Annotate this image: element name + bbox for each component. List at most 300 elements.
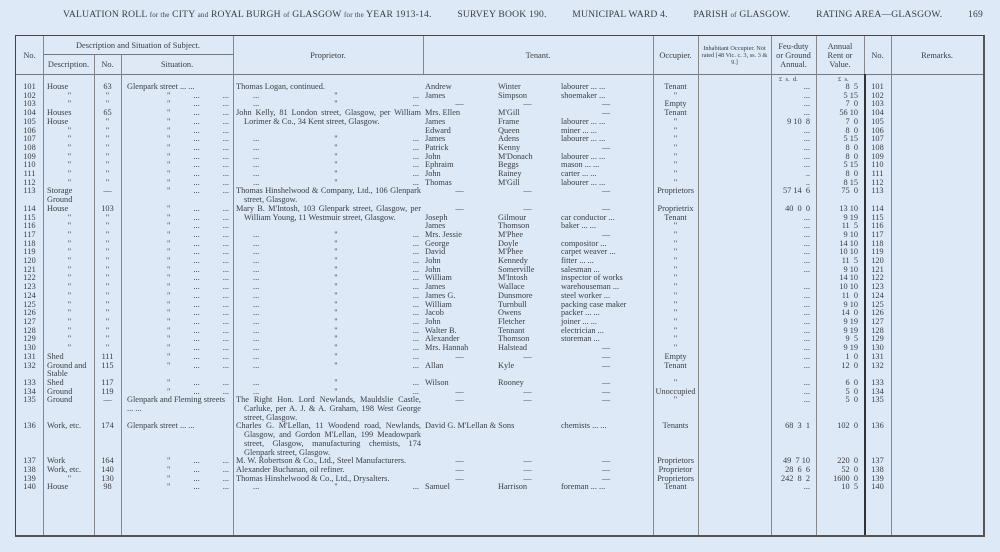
feu-duty: ... — [803, 125, 810, 135]
inhabitant-occupier — [698, 335, 771, 344]
description: " — [67, 343, 72, 353]
col-inhabitant: Inhabitant Occupier. Not rated [48 Vic. c. 3, ss. 3 & 9.] — [701, 44, 768, 66]
tenant-first-name: — — [455, 351, 464, 361]
feu-duty: 28 6 6 — [785, 464, 810, 474]
description: Ground and Stable — [47, 360, 87, 379]
occupier: Proprietrix — [657, 203, 694, 213]
street-number: — — [103, 186, 112, 196]
description: House — [47, 203, 69, 213]
row-number-right: 130 — [871, 343, 884, 353]
tenant-first-name: George — [425, 238, 450, 248]
feu-duty: ... — [803, 82, 810, 91]
annual-rent: 8 5 — [845, 82, 858, 91]
tenant-occupation: baker ... ... — [561, 221, 597, 231]
situation: " ... ... — [167, 264, 229, 274]
proprietor — [233, 118, 423, 127]
row-number-right: 102 — [871, 90, 884, 100]
proprietor: ... " ... — [253, 316, 419, 326]
inhabitant-occupier — [698, 153, 771, 162]
remarks — [891, 457, 983, 466]
row-number: 114 — [23, 203, 36, 213]
tenant-surname: — — [523, 351, 532, 361]
street-number: " — [105, 125, 110, 135]
street-number: 117 — [101, 377, 114, 387]
tenant-surname: Beggs — [498, 160, 519, 170]
tenant-surname: Adens — [498, 134, 520, 144]
occupier: Tenant — [664, 212, 687, 222]
proprietor: ... " ... — [253, 169, 419, 179]
proprietor: ... " ... — [253, 229, 419, 239]
description: Shed — [47, 351, 64, 361]
annual-rent: 1 0 — [845, 351, 858, 361]
street-number: " — [105, 151, 110, 161]
situation: " ... ... — [167, 142, 229, 152]
proprietor: ... " ... — [253, 351, 419, 361]
proprietor — [233, 108, 423, 126]
tenant-surname: Simpson — [498, 90, 528, 100]
remarks — [891, 266, 983, 275]
proprietor: Thomas Logan, continued. — [236, 82, 325, 91]
row-number: 128 — [23, 325, 36, 335]
inhabitant-occupier — [698, 274, 771, 283]
occupier: " — [673, 273, 678, 283]
tenant-first-name: David G. M'Lellan & Sons — [425, 421, 515, 431]
col-number: No. — [101, 60, 114, 69]
tenant-surname: — — [523, 473, 532, 483]
annual-rent: 75 0 — [841, 186, 858, 196]
situation: " ... ... — [167, 299, 229, 309]
tenant-first-name: John — [425, 151, 441, 161]
situation: " ... ... — [167, 221, 229, 231]
tenant-surname: Halstead — [498, 343, 528, 353]
street-number: 111 — [101, 351, 114, 361]
proprietor: ... " ... — [253, 134, 419, 144]
rule — [864, 36, 865, 74]
occupier: Proprietor — [658, 464, 693, 474]
occupier: " — [673, 177, 678, 187]
occupier: " — [673, 238, 678, 248]
remarks — [891, 466, 983, 475]
tenant-occupation: joiner ... ... — [561, 316, 597, 326]
proprietor: ... " ... — [253, 90, 419, 100]
proprietor: ... " ... — [253, 282, 419, 292]
row-number-right: 135 — [871, 395, 884, 405]
description: Shed — [47, 377, 64, 387]
annual-rent: 9 19 — [843, 316, 858, 326]
remarks — [891, 248, 983, 257]
feu-duty: ... — [803, 264, 810, 274]
tenant-first-name: William — [425, 273, 452, 283]
row-number: 139 — [23, 473, 36, 483]
feu-duty: 9 10 8 — [787, 116, 810, 126]
tenant-surname: — — [523, 386, 532, 396]
street-number: " — [105, 221, 110, 231]
street-number: " — [105, 142, 110, 152]
tenant-first-name: — — [455, 456, 464, 466]
tenant-first-name: Joseph — [425, 212, 448, 222]
inhabitant-occupier — [698, 388, 771, 397]
proprietor: The Right Hon. Lord Newlands, Mauldslie Castle, Carluke, per A. J. & A. Graham, 198 West George street, Glasgow. — [236, 395, 421, 422]
occupier: Empty — [664, 99, 687, 109]
table-row — [16, 457, 983, 466]
street-number: " — [105, 299, 110, 309]
row-number: 121 — [23, 264, 36, 274]
remarks — [891, 309, 983, 318]
feu-duty: ... — [803, 160, 810, 170]
col-tenant: Tenant. — [525, 50, 551, 60]
situation: " ... ... — [167, 316, 229, 326]
feu-duty: .. — [805, 177, 810, 187]
occupier: " — [673, 160, 678, 170]
tenant-surname: — — [523, 456, 532, 466]
tenant-first-name: — — [455, 203, 464, 213]
tenant-occupation: — — [601, 142, 611, 152]
table-row — [16, 379, 983, 388]
row-number-right: 111 — [871, 169, 884, 179]
remarks — [891, 379, 983, 388]
situation: " ... ... — [167, 308, 229, 318]
street-number: " — [105, 282, 110, 292]
description: " — [67, 238, 72, 248]
tenant-first-name: Thomas — [425, 177, 452, 187]
description: " — [67, 212, 72, 222]
rent-units: £ s. — [838, 76, 849, 83]
annual-rent: 5 15 — [843, 134, 858, 144]
tenant-first-name: Jacob — [425, 308, 444, 318]
proprietor — [233, 214, 423, 223]
street-number: 130 — [101, 473, 114, 483]
feu-duty: ... — [803, 377, 810, 387]
proprietor: ... " ... — [253, 264, 419, 274]
proprietor: ... " ... — [253, 360, 419, 370]
row-number-right: 105 — [871, 116, 884, 126]
remarks — [891, 475, 983, 484]
row-number-right: 106 — [871, 125, 884, 135]
description: Ground — [47, 395, 73, 405]
tenant-occupation: miner ... ... — [561, 125, 597, 135]
tenant-first-name: James G. — [425, 290, 456, 300]
tenant-first-name: — — [455, 386, 464, 396]
remarks — [891, 222, 983, 231]
occupier: " — [673, 299, 678, 309]
row-number: 103 — [23, 99, 36, 109]
tenant-surname: Thomson — [498, 221, 530, 231]
proprietor: ... " ... — [253, 273, 419, 283]
inhabitant-occupier — [698, 109, 771, 118]
street-number: 103 — [101, 203, 114, 213]
inhabitant-occupier — [698, 179, 771, 188]
street-number: " — [105, 229, 110, 239]
row-number: 119 — [23, 247, 36, 257]
description: " — [67, 299, 72, 309]
tenant-surname: Fletcher — [498, 316, 526, 326]
tenant-occupation: labourer ... ... — [561, 177, 606, 187]
inhabitant-occupier — [698, 170, 771, 179]
tenant-surname: — — [523, 464, 532, 474]
description: " — [67, 264, 72, 274]
tenant-first-name: James — [425, 221, 446, 231]
inhabitant-occupier — [698, 118, 771, 127]
row-number-right: 112 — [871, 177, 884, 187]
annual-rent: 7 0 — [845, 99, 858, 109]
tenant-surname: M'Gill — [498, 177, 520, 187]
situation: " ... ... — [167, 247, 229, 257]
page-number: 169 — [968, 9, 983, 20]
description: " — [67, 90, 72, 100]
feu-duty: 68 3 1 — [785, 421, 810, 431]
description: " — [67, 290, 72, 300]
row-number: 130 — [23, 343, 36, 353]
proprietor: ... " ... — [253, 256, 419, 266]
situation: " ... ... — [167, 203, 229, 213]
proprietor: M. W. Robertson & Co., Ltd., Steel Manufacturers. — [236, 456, 407, 466]
situation: " ... ... — [167, 377, 229, 387]
description: " — [67, 247, 72, 257]
tenant-surname: Owens — [498, 308, 522, 318]
inhabitant-occupier — [698, 396, 771, 422]
table-header — [16, 36, 983, 75]
feu-duty: ... — [803, 386, 810, 396]
occupier: " — [673, 151, 678, 161]
municipal-ward: MUNICIPAL WARD 4. — [572, 9, 668, 20]
proprietor: ... " ... — [253, 482, 419, 492]
row-number: 118 — [23, 238, 36, 248]
street-number: 174 — [101, 421, 114, 431]
tenant-first-name: Alexander — [425, 334, 460, 344]
tenant-surname: Somerville — [498, 264, 535, 274]
situation: " ... ... — [167, 125, 229, 135]
occupier: " — [673, 264, 678, 274]
situation: " ... ... — [167, 186, 229, 196]
occupier: " — [673, 316, 678, 326]
occupier: " — [673, 142, 678, 152]
feu-duty: 49 7 10 — [783, 456, 810, 466]
street-number: 119 — [101, 386, 114, 396]
feu-duty: ... — [803, 247, 810, 257]
tenant-occupation: inspector of works — [561, 273, 623, 283]
feu-duty: ... — [803, 134, 810, 144]
proprietor: ... " ... — [253, 377, 419, 387]
street-number: " — [105, 316, 110, 326]
proprietor: ... " ... — [253, 142, 419, 152]
valuation-table — [15, 35, 985, 537]
tenant-first-name: James — [425, 90, 446, 100]
col-no: No. — [23, 50, 36, 60]
row-number: 132 — [23, 360, 36, 370]
occupier: " — [673, 125, 678, 135]
row-number: 104 — [23, 108, 36, 118]
feu-duty: ... — [803, 325, 810, 335]
description: " — [67, 308, 72, 318]
table-row — [16, 344, 983, 353]
street-number: " — [105, 177, 110, 187]
inhabitant-occupier — [698, 266, 771, 275]
proprietor: ... " ... — [253, 343, 419, 353]
tenant-occupation: labourer ... ... — [561, 151, 606, 161]
proprietor: ... " ... — [253, 99, 419, 109]
remarks — [891, 109, 983, 118]
roll-title: VALUATION ROLL for the CITY and ROYAL BURGH of GLASGOW for the YEAR 1913-14. — [63, 9, 432, 20]
remarks — [891, 257, 983, 266]
row-number: 136 — [23, 421, 36, 431]
tenant-first-name: John — [425, 256, 441, 266]
description: House — [47, 482, 69, 492]
feu-duty: ... — [803, 221, 810, 231]
tenant-occupation: labourer ... ... — [561, 134, 606, 144]
remarks — [891, 170, 983, 179]
situation: " ... ... — [167, 134, 229, 144]
situation: " ... ... — [167, 456, 229, 466]
annual-rent: 8 0 — [845, 169, 858, 179]
tenant-first-name: James — [425, 134, 446, 144]
situation: " ... ... — [167, 108, 229, 118]
annual-rent: 10 5 — [841, 482, 858, 492]
row-number: 112 — [23, 177, 36, 187]
tenant-occupation: steel worker ... — [561, 290, 611, 300]
occupier: " — [673, 247, 678, 257]
row-number-right: 133 — [871, 377, 884, 387]
inhabitant-occupier — [698, 353, 771, 362]
table-body — [16, 83, 983, 492]
remarks — [891, 396, 983, 422]
feu-duty: ... — [803, 308, 810, 318]
row-number-right: 118 — [871, 238, 884, 248]
situation: " ... ... — [167, 290, 229, 300]
tenant-occupation: labourer ... ... — [561, 116, 606, 126]
remarks — [891, 240, 983, 249]
tenant-first-name: Wilson — [425, 377, 449, 387]
situation: " ... ... — [167, 273, 229, 283]
row-number: 126 — [23, 308, 36, 318]
tenant-first-name: David — [425, 247, 446, 257]
occupier: " — [673, 116, 678, 126]
occupier: Empty — [664, 351, 687, 361]
remarks — [891, 118, 983, 127]
annual-rent: 9 19 — [843, 343, 858, 353]
street-number: " — [105, 90, 110, 100]
street-number: " — [105, 169, 110, 179]
situation: " ... ... — [167, 360, 229, 370]
tenant-surname: Gilmour — [498, 212, 527, 222]
col-no2: No. — [871, 50, 884, 60]
row-number: 113 — [23, 186, 36, 196]
tenant-first-name: John — [425, 264, 441, 274]
inhabitant-occupier — [698, 127, 771, 136]
situation: " ... ... — [167, 351, 229, 361]
description: " — [67, 256, 72, 266]
remarks — [891, 353, 983, 362]
street-number: " — [105, 290, 110, 300]
tenant-surname: Turnbull — [498, 299, 527, 309]
row-number-right: 122 — [871, 273, 884, 283]
proprietor: ... " ... — [253, 334, 419, 344]
feu-duty: ... — [803, 290, 810, 300]
street-number: " — [105, 334, 110, 344]
inhabitant-occupier — [698, 248, 771, 257]
feu-duty: 242 8 2 — [780, 473, 810, 483]
parish: PARISH of GLASGOW. — [693, 9, 791, 20]
tenant-surname: Winter — [498, 82, 521, 91]
remarks — [891, 327, 983, 336]
inhabitant-occupier — [698, 292, 771, 301]
row-number-right: 103 — [871, 99, 884, 109]
annual-rent: 14 10 — [839, 238, 858, 248]
annual-rent: 11 5 — [841, 221, 858, 231]
row-number: 110 — [23, 160, 36, 170]
annual-rent: 5 0 — [845, 386, 858, 396]
tenant-occupation: chemists ... ... — [561, 421, 607, 431]
description: Work — [47, 456, 66, 466]
annual-rent: 9 19 — [843, 212, 858, 222]
situation: " ... ... — [167, 160, 229, 170]
street-number: " — [105, 116, 110, 126]
row-number-right: 109 — [871, 151, 884, 161]
street-number: 65 — [103, 108, 112, 118]
remarks — [891, 335, 983, 344]
description: " — [67, 221, 72, 231]
row-number-right: 114 — [871, 203, 884, 213]
table-row — [16, 187, 983, 204]
proprietor: Alexander Buchanan, oil refiner. — [236, 464, 345, 474]
tenant-occupation: — — [601, 229, 611, 239]
street-number: 63 — [103, 82, 112, 91]
row-number: 105 — [23, 116, 36, 126]
annual-rent: 9 5 — [845, 334, 858, 344]
row-number: 127 — [23, 316, 36, 326]
remarks — [891, 483, 983, 492]
table-row — [16, 179, 983, 188]
proprietor: ... " ... — [253, 299, 419, 309]
occupier: " — [673, 325, 678, 335]
situation: " ... ... — [167, 256, 229, 266]
occupier: " — [673, 256, 678, 266]
tenant-occupation: foreman ... ... — [561, 482, 606, 492]
tenant-surname: — — [523, 186, 532, 196]
proprietor: Thomas Hinshelwood & Co., Ltd., Drysalters. — [236, 473, 390, 483]
proprietor: ... " ... — [253, 151, 419, 161]
row-number-right: 129 — [871, 334, 884, 344]
remarks — [891, 362, 983, 379]
tenant-occupation: — — [601, 456, 611, 466]
col-situation: Situation. — [160, 60, 194, 69]
annual-rent: 8 0 — [845, 142, 858, 152]
tenant-first-name: Patrick — [425, 142, 449, 152]
occupier: Proprietors — [657, 456, 694, 466]
description: " — [67, 160, 72, 170]
tenant-first-name: John — [425, 316, 441, 326]
row-number-right: 136 — [871, 421, 884, 431]
inhabitant-occupier — [698, 240, 771, 249]
row-number: 120 — [23, 256, 36, 266]
feu-duty: ... — [803, 212, 810, 222]
inhabitant-occupier — [698, 205, 771, 214]
tenant-first-name: — — [455, 473, 464, 483]
annual-rent: 9 10 — [843, 264, 858, 274]
row-number: 109 — [23, 151, 36, 161]
tenant-first-name: — — [455, 186, 464, 196]
table-row — [16, 422, 983, 457]
inhabitant-occupier — [698, 100, 771, 109]
tenant-surname: M'Phee — [498, 229, 524, 239]
occupier: " — [673, 221, 678, 231]
tenant-surname: — — [523, 395, 532, 405]
row-number-right: 132 — [871, 360, 884, 370]
annual-rent: 10 10 — [839, 282, 858, 292]
row-number-right: 119 — [871, 247, 884, 257]
description: " — [67, 177, 72, 187]
annual-rent: 8 0 — [845, 125, 858, 135]
street-number: — — [103, 395, 112, 405]
